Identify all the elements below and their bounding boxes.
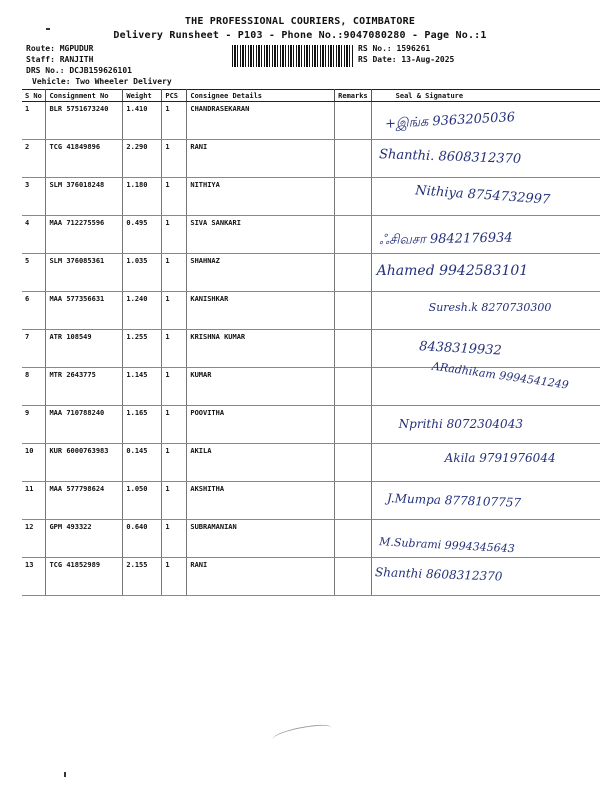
cell-signature bbox=[371, 520, 600, 558]
handwritten-signature: Nithiya 8754732997 bbox=[414, 183, 551, 208]
cell-pcs: 1 bbox=[162, 178, 187, 216]
cell-consignee: CHANDRASEKARAN bbox=[187, 102, 335, 140]
cell-sno: 9 bbox=[22, 406, 46, 444]
scan-speck bbox=[64, 772, 66, 777]
cell-signature bbox=[371, 216, 600, 254]
cell-sno: 3 bbox=[22, 178, 46, 216]
cell-remarks bbox=[335, 444, 372, 482]
cell-pcs: 1 bbox=[162, 140, 187, 178]
cell-sno: 7 bbox=[22, 330, 46, 368]
cell-weight: 1.035 bbox=[123, 254, 162, 292]
cell-remarks bbox=[335, 482, 372, 520]
cell-consignee: AKSHITHA bbox=[187, 482, 335, 520]
rs-number: RS No.: 1596261 bbox=[358, 44, 431, 53]
drs-number: DRS No.: DCJB159626101 bbox=[26, 66, 132, 75]
cell-sno: 2 bbox=[22, 140, 46, 178]
cell-consignment: ATR 108549 bbox=[46, 330, 123, 368]
cell-pcs: 1 bbox=[162, 254, 187, 292]
table-row bbox=[22, 368, 600, 406]
table-row bbox=[22, 482, 600, 520]
column-header: PCS bbox=[162, 90, 187, 102]
cell-weight: 0.495 bbox=[123, 216, 162, 254]
cell-consignment: GPM 493322 bbox=[46, 520, 123, 558]
cell-consignee: RANI bbox=[187, 558, 335, 596]
cell-consignment: BLR 5751673240 bbox=[46, 102, 123, 140]
cell-remarks bbox=[335, 292, 372, 330]
cell-sno: 6 bbox=[22, 292, 46, 330]
cell-consignee: POOVITHA bbox=[187, 406, 335, 444]
handwritten-signature: Shanthi. 8608312370 bbox=[378, 147, 522, 168]
cell-consignment: MAA 712275596 bbox=[46, 216, 123, 254]
column-header: Consignee Details bbox=[187, 90, 335, 102]
cell-remarks bbox=[335, 216, 372, 254]
cell-weight: 1.410 bbox=[123, 102, 162, 140]
handwritten-signature: +இங்க 9363205036 bbox=[384, 110, 516, 132]
cell-pcs: 1 bbox=[162, 330, 187, 368]
cell-signature bbox=[371, 254, 600, 292]
table-row bbox=[22, 406, 600, 444]
cell-weight: 1.050 bbox=[123, 482, 162, 520]
cell-consignment: SLM 376085361 bbox=[46, 254, 123, 292]
table-row bbox=[22, 558, 600, 596]
cell-weight: 0.145 bbox=[123, 444, 162, 482]
cell-remarks bbox=[335, 406, 372, 444]
company-title: THE PROFESSIONAL COURIERS, COIMBATORE bbox=[184, 16, 416, 27]
table-row bbox=[22, 140, 600, 178]
cell-consignment: MTR 2643775 bbox=[46, 368, 123, 406]
cell-sno: 13 bbox=[22, 558, 46, 596]
cell-consignee: KRISHNA KUMAR bbox=[187, 330, 335, 368]
cell-pcs: 1 bbox=[162, 292, 187, 330]
cell-consignment: TCG 41852989 bbox=[46, 558, 123, 596]
column-header: Remarks bbox=[335, 90, 372, 102]
table-row bbox=[22, 444, 600, 482]
cell-consignee: SHAHNAZ bbox=[187, 254, 335, 292]
table-row bbox=[22, 178, 600, 216]
cell-signature bbox=[371, 482, 600, 520]
table-row bbox=[22, 102, 600, 140]
table-row bbox=[22, 254, 600, 292]
cell-consignment: TCG 41849896 bbox=[46, 140, 123, 178]
cell-pcs: 1 bbox=[162, 558, 187, 596]
cell-consignee: RANI bbox=[187, 140, 335, 178]
cell-remarks bbox=[335, 254, 372, 292]
handwritten-signature: Akila 9791976044 bbox=[444, 451, 556, 465]
handwritten-signature: Nprithi 8072304043 bbox=[398, 417, 523, 431]
cell-weight: 0.640 bbox=[123, 520, 162, 558]
handwritten-signature: Ahamed 9942583101 bbox=[376, 263, 529, 279]
cell-weight: 1.255 bbox=[123, 330, 162, 368]
cell-consignee: AKILA bbox=[187, 444, 335, 482]
handwritten-signature: 8438319932 bbox=[418, 339, 502, 359]
handwritten-signature: Suresh.k 8270730300 bbox=[428, 301, 552, 314]
cell-consignee: KUMAR bbox=[187, 368, 335, 406]
cell-sno: 12 bbox=[22, 520, 46, 558]
cell-consignment: MAA 710788240 bbox=[46, 406, 123, 444]
handwritten-signature: Shanthi 8608312370 bbox=[374, 565, 503, 584]
cell-consignee: SIVA SANKARI bbox=[187, 216, 335, 254]
column-header: Weight bbox=[123, 90, 162, 102]
cell-weight: 2.290 bbox=[123, 140, 162, 178]
cell-signature bbox=[371, 444, 600, 482]
cell-consignment: MAA 577798624 bbox=[46, 482, 123, 520]
cell-remarks bbox=[335, 102, 372, 140]
vehicle-label: Vehicle: Two Wheeler Delivery bbox=[32, 77, 172, 86]
cell-sno: 4 bbox=[22, 216, 46, 254]
cell-remarks bbox=[335, 520, 372, 558]
cell-consignee: NITHIYA bbox=[187, 178, 335, 216]
cell-weight: 1.180 bbox=[123, 178, 162, 216]
column-header: S No bbox=[22, 90, 46, 102]
table-row bbox=[22, 292, 600, 330]
cell-weight: 1.165 bbox=[123, 406, 162, 444]
runsheet-table bbox=[22, 89, 600, 596]
cell-weight: 2.155 bbox=[123, 558, 162, 596]
cell-signature bbox=[371, 359, 600, 406]
cell-pcs: 1 bbox=[162, 406, 187, 444]
cell-sno: 11 bbox=[22, 482, 46, 520]
cell-weight: 1.145 bbox=[123, 368, 162, 406]
barcode-image bbox=[232, 45, 354, 67]
table-header-row bbox=[22, 90, 600, 102]
cell-signature bbox=[371, 406, 600, 444]
rs-date: RS Date: 13-Aug-2025 bbox=[358, 55, 455, 64]
cell-consignee: SUBRAMANIAN bbox=[187, 520, 335, 558]
cell-consignment: MAA 577356631 bbox=[46, 292, 123, 330]
handwritten-signature: ARadhikam 9994541249 bbox=[430, 359, 570, 392]
cell-remarks bbox=[335, 330, 372, 368]
cell-consignment: KUR 6000763983 bbox=[46, 444, 123, 482]
cell-weight: 1.240 bbox=[123, 292, 162, 330]
cell-pcs: 1 bbox=[162, 216, 187, 254]
staff-label: Staff: RANJITH bbox=[26, 55, 94, 64]
cell-remarks bbox=[335, 178, 372, 216]
cell-signature bbox=[371, 178, 600, 216]
cell-sno: 10 bbox=[22, 444, 46, 482]
cell-consignment: SLM 376018248 bbox=[46, 178, 123, 216]
table-row bbox=[22, 330, 600, 368]
cell-pcs: 1 bbox=[162, 368, 187, 406]
cell-sno: 1 bbox=[22, 102, 46, 140]
cell-signature bbox=[371, 558, 600, 596]
cell-sno: 5 bbox=[22, 254, 46, 292]
handwritten-signature: ஃசிவசா 9842176934 bbox=[378, 230, 513, 248]
cell-remarks bbox=[335, 368, 372, 406]
handwritten-signature: J.Mumpa 8778107757 bbox=[386, 491, 521, 510]
runsheet-title: Delivery Runsheet - P103 - Phone No.:9047080280 - Page No.:1 bbox=[113, 30, 487, 41]
cell-sno: 8 bbox=[22, 368, 46, 406]
cell-remarks bbox=[335, 140, 372, 178]
cell-signature bbox=[371, 140, 600, 178]
cell-pcs: 1 bbox=[162, 482, 187, 520]
pen-stroke-mark bbox=[271, 722, 332, 744]
handwritten-signature: M.Subrami 9994345643 bbox=[378, 535, 515, 556]
column-header: Consignment No bbox=[46, 90, 123, 102]
table-row bbox=[22, 520, 600, 558]
cell-remarks bbox=[335, 558, 372, 596]
cell-signature bbox=[371, 330, 600, 368]
cell-consignee: KANISHKAR bbox=[187, 292, 335, 330]
route-label: Route: MGPUDUR bbox=[26, 44, 94, 53]
cell-signature bbox=[371, 292, 600, 330]
cell-pcs: 1 bbox=[162, 444, 187, 482]
cell-signature bbox=[371, 102, 600, 140]
column-header: Seal & Signature bbox=[371, 90, 600, 102]
table-row bbox=[22, 216, 600, 254]
cell-pcs: 1 bbox=[162, 520, 187, 558]
cell-pcs: 1 bbox=[162, 102, 187, 140]
